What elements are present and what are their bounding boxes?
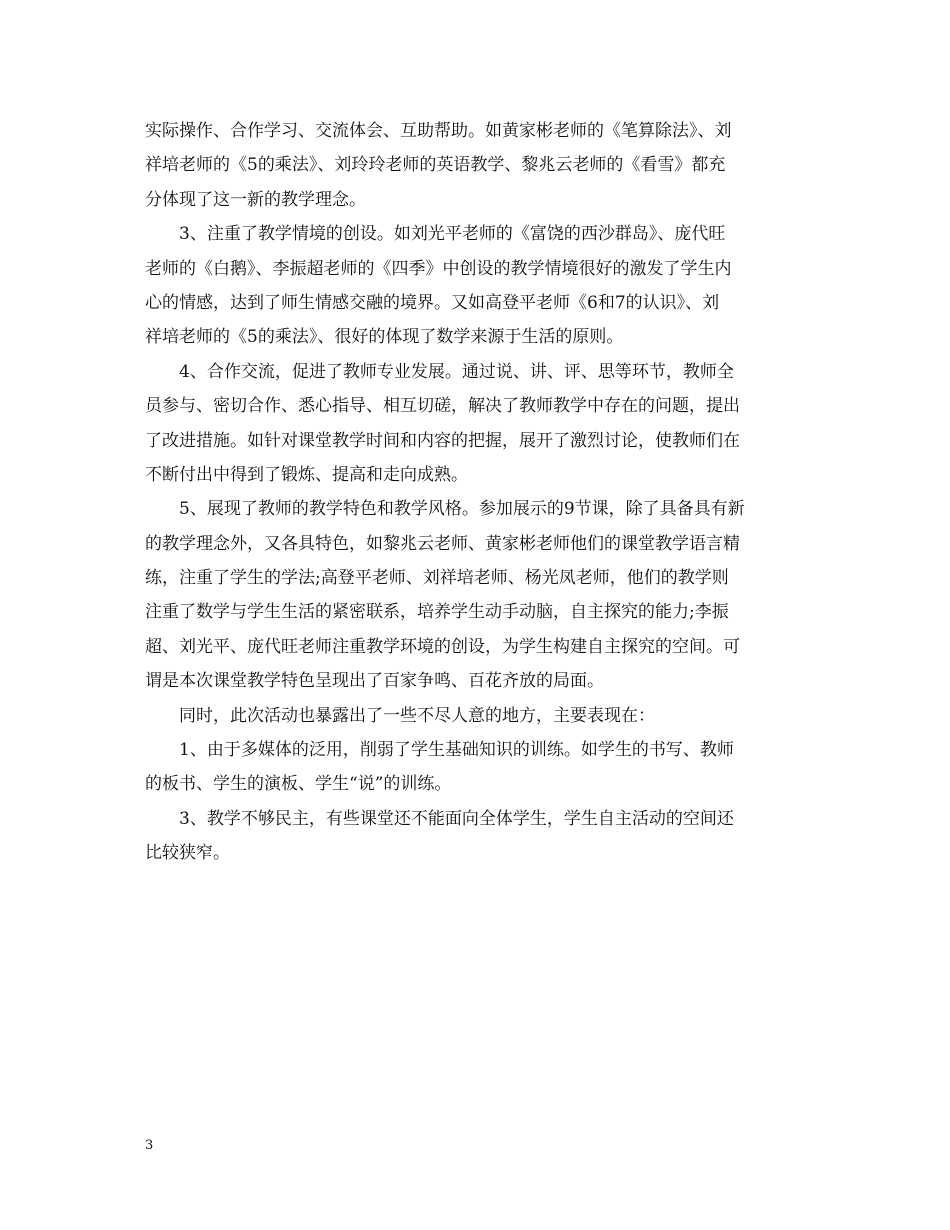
text-line: 3、教学不够民主，有些课堂还不能面向全体学生，学生自主活动的空间还: [145, 808, 734, 829]
text-line: 了改进措施。如针对课堂教学时间和内容的把握，展开了激烈讨论，使教师们在: [145, 430, 740, 451]
text-line: 谓是本次课堂教学特色呈现出了百家争鸣、百花齐放的局面。: [145, 671, 604, 692]
text-line: 比较狭窄。: [145, 843, 230, 864]
text-line: 实际操作、合作学习、交流体会、互助帮助。如黄家彬老师的《笔算除法》、刘: [145, 121, 732, 141]
text-line: 分体现了这一新的教学理念。: [145, 189, 366, 210]
document-body: [145, 114, 815, 871]
text-line: 老师的《白鹅》、李振超老师的《四季》中创设的教学情境很好的激发了学生内: [145, 258, 732, 279]
text-line: 4、合作交流，促进了教师专业发展。通过说、讲、评、思等环节，教师全: [145, 361, 734, 382]
text-line: 1、由于多媒体的泛用，削弱了学生基础知识的训练。如学生的书写、教师: [145, 740, 734, 761]
text-line: 注重了数学与学生生活的紧密联系，培养学生动手动脑，自主探究的能力;李振: [145, 602, 729, 623]
text-line: 祥培老师的《5的乘法》、很好的体现了数学来源于生活的原则。: [145, 327, 624, 348]
page-number: 3: [145, 1138, 154, 1153]
text-line: 不断付出中得到了锻炼、提高和走向成熟。: [145, 464, 468, 485]
text-line: 同时，此次活动也暴露出了一些不尽人意的地方，主要表现在：: [145, 705, 655, 726]
text-line: 超、刘光平、庞代旺老师注重教学环境的创设，为学生构建自主探究的空间。可: [145, 636, 740, 657]
text-line: 祥培老师的《5的乘法》、刘玲玲老师的英语教学、黎兆云老师的《看雪》都充: [145, 155, 726, 176]
text-line: 员参与、密切合作、悉心指导、相互切磋，解决了教师教学中存在的问题，提出: [145, 396, 740, 417]
text-line: 3、注重了教学情境的创设。如刘光平老师的《富饶的西沙群岛》、庞代旺: [145, 224, 726, 245]
text-line: 5、展现了教师的教学特色和教学风格。参加展示的9节课，除了具备具有新: [145, 499, 745, 520]
text-line: 练，注重了学生的学法;高登平老师、刘祥培老师、杨光凤老师，他们的教学则: [145, 568, 729, 589]
text-line: 的板书、学生的演板、学生“说”的训练。: [145, 774, 452, 795]
text-line: 的教学理念外，又各具特色，如黎兆云老师、黄家彬老师他们的课堂教学语言精: [145, 533, 740, 554]
text-line: 心的情感，达到了师生情感交融的境界。又如高登平老师《6和7的认识》、刘: [145, 292, 720, 313]
